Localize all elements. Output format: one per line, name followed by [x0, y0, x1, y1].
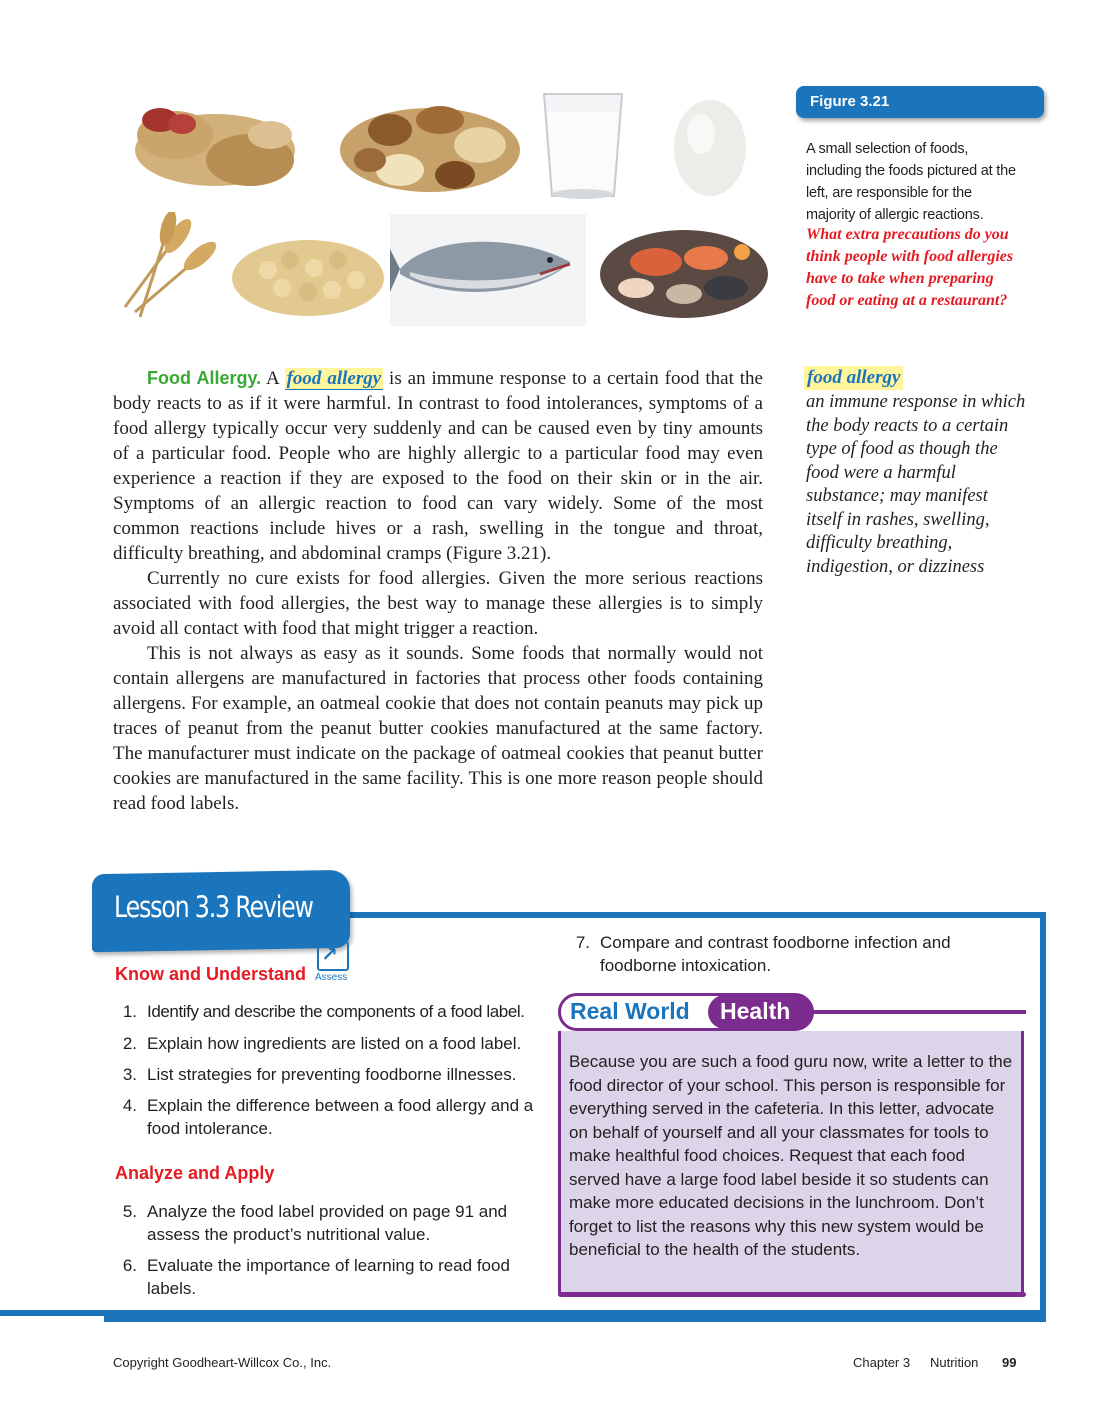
paragraph-3: This is not always as easy as it sounds. Some foods that normally would not contain allergens are manufactured in factories that process other foods containing allergens. For example, an oatmeal cookie that does not contain peanuts may pick up traces of peanut from the peanut butter cookies manufactured at the same factory. The manufacturer must indicate on the package of oatmeal cookies that peanut butter cookies are manufactured in the same facility. This is one more reason people should read food labels.	[113, 643, 763, 814]
footer-section: Nutrition	[930, 1355, 979, 1370]
review-question-2: 2. Explain how ingredients are listed on a food label.	[122, 1034, 522, 1053]
soybeans-photo	[228, 230, 388, 320]
assess-button[interactable]: ↗ Assess	[315, 942, 348, 983]
real-world-text: Because you are such a food guru now, write a letter to the food director of your school. This person is responsible for everything served in the cafeteria. In this letter, advocate on behalf of yourself and all your classmates for tools to make healthful food choices. Request that each food served have a large food label beside it so students can make more educated decisions in the lunchroom. Don’t forget to list the reasons why this new system would be beneficial to the health of the students.	[569, 1052, 1013, 1259]
key-term-link[interactable]: food allergy	[286, 368, 382, 389]
paragraph-1: Food Allergy. A food allergy is an immune response to a certain food that the body reacts to as if it were harmful. In contrast to food intolerances, symptoms of a food allergy typically occur very suddenly and can be caused even by tiny amounts of a particular food. People who are highly allergic to a particular food may even experience a reaction if they are exposed to the food on their skin or in the air. Symptoms of an allergic reaction to food can vary widely. Some of the most common reactions include hives or a rash, swelling in the tongue and throat, difficulty breathing, and abdominal cramps (Figure 3.21).	[113, 368, 763, 564]
analyze-apply-heading: Analyze and Apply	[115, 1163, 275, 1183]
paragraph-2: Currently no cure exists for food allergies. Given the more serious reactions associated with food allergies, the best way to manage these allergies is to simply avoid all contact with food that might trigger a reaction.	[113, 568, 763, 639]
review-question-6: 6. Evaluate the importance of learning to read food labels.	[122, 1256, 510, 1298]
egg-photo	[665, 90, 755, 202]
glossary-definition: an immune response in which the body reacts to a certain type of food as though the food were a harmful substance; may manifest itself in rashes, swelling, difficulty breathing, indigestion, or dizziness	[806, 392, 1026, 577]
fish-photo	[390, 214, 586, 326]
review-question-1: 1. Identify and describe the components of a food label.	[122, 1002, 525, 1021]
review-question-3: 3. List strategies for preventing foodborne illnesses.	[122, 1065, 517, 1084]
peanuts-photo	[120, 90, 310, 200]
milk-photo	[538, 90, 628, 202]
body-text	[113, 366, 763, 816]
section-heading: Food Allergy.	[147, 368, 262, 388]
review-question-5: 5. Analyze the food label provided on page 91 and assess the product’s nutritional value.	[122, 1202, 508, 1244]
figure-question: What extra precautions do you think people with food allergies have to take when preparing food or eating at a restaurant?	[806, 226, 1014, 309]
review-bottom-rule	[0, 1310, 1046, 1316]
know-understand-heading: Know and Understand	[115, 964, 307, 984]
copyright: Copyright Goodheart-Willcox Co., Inc.	[113, 1355, 332, 1370]
review-question-4: 4. Explain the difference between a food allergy and a food intolerance.	[122, 1096, 534, 1138]
shellfish-photo	[596, 222, 772, 322]
review-question-7: 7. Compare and contrast foodborne infection and foodborne intoxication.	[575, 933, 951, 975]
figure-label: Figure 3.21	[810, 93, 890, 110]
assess-label: Assess	[315, 972, 348, 983]
review-title: Lesson 3.3 Review	[114, 890, 313, 924]
health-label: Health	[720, 998, 791, 1024]
real-world-label: Real World	[570, 998, 690, 1024]
real-world-bottom-rule	[558, 1292, 1026, 1297]
figure-caption: A small selection of foods, including the foods pictured at the left, are responsible for the majority of allergic reactions.	[806, 141, 1016, 223]
wheat-photo	[110, 212, 220, 322]
footer-chapter: Chapter 3	[853, 1355, 911, 1370]
glossary-term: food allergy	[804, 366, 903, 390]
review-top-rule	[340, 912, 1046, 918]
tree-nuts-photo	[330, 90, 530, 200]
page-number: 99	[1002, 1355, 1017, 1370]
figure-label-tab	[796, 86, 1044, 118]
